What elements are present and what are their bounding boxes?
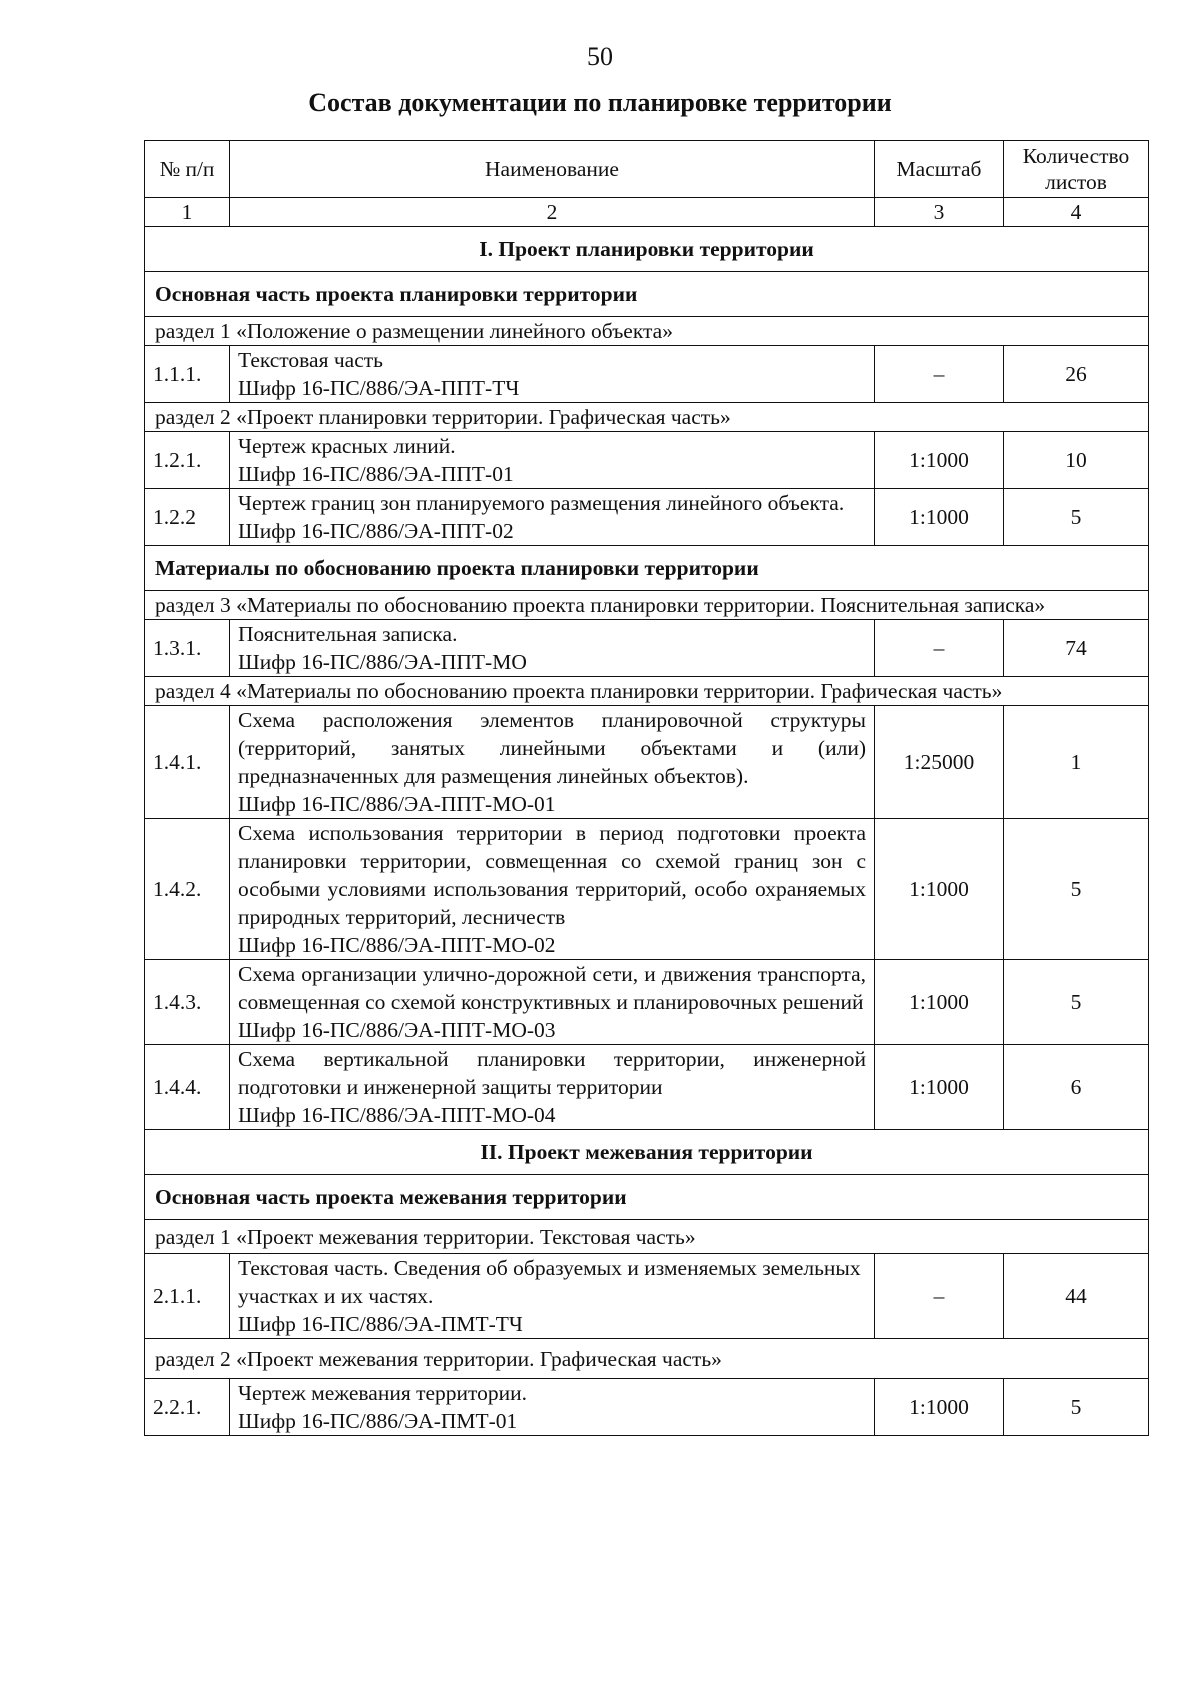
- item-code: Шифр 16-ПС/886/ЭА-ППТ-ТЧ: [238, 376, 520, 400]
- item-scale: –: [875, 620, 1004, 677]
- item-scale: –: [875, 346, 1004, 403]
- table-row: [145, 960, 1149, 1045]
- item-number: 1.4.2.: [145, 819, 230, 960]
- item-scale: 1:1000: [875, 1045, 1004, 1130]
- item-sheets: 5: [1004, 819, 1149, 960]
- table-row: [145, 706, 1149, 819]
- section-row: [145, 403, 1149, 432]
- item-number: 1.4.4.: [145, 1045, 230, 1130]
- header-scale: Масштаб: [875, 141, 1004, 198]
- item-name: [230, 960, 875, 1045]
- subpart-heading-row: [145, 272, 1149, 317]
- item-title: Схема использования территории в период подготовки проекта планировки территории, совмещенная со схемой границ зон с особыми условиями использования территорий, особо охраняемых природных территорий, лесничеств: [238, 821, 866, 929]
- section-label: раздел 1 «Положение о размещении линейного объекта»: [145, 317, 1149, 346]
- table-header-row: [145, 141, 1149, 198]
- item-code: Шифр 16-ПС/886/ЭА-ППТ-01: [238, 462, 514, 486]
- table-row: [145, 432, 1149, 489]
- subpart-heading: Основная часть проекта межевания территории: [145, 1175, 1149, 1220]
- part-heading-row: [145, 227, 1149, 272]
- subpart-heading: Основная часть проекта планировки территории: [145, 272, 1149, 317]
- item-scale: 1:1000: [875, 1379, 1004, 1436]
- item-code: Шифр 16-ПС/886/ЭА-ПМТ-ТЧ: [238, 1312, 523, 1336]
- header-num: № п/п: [145, 141, 230, 198]
- item-sheets: 1: [1004, 706, 1149, 819]
- item-name: [230, 819, 875, 960]
- item-number: 1.1.1.: [145, 346, 230, 403]
- item-scale: 1:1000: [875, 819, 1004, 960]
- section-label: раздел 2 «Проект межевания территории. Графическая часть»: [145, 1339, 1149, 1379]
- item-title: Текстовая часть: [238, 348, 383, 372]
- item-name: [230, 1254, 875, 1339]
- table-row: [145, 1379, 1149, 1436]
- item-sheets: 74: [1004, 620, 1149, 677]
- table-row: [145, 346, 1149, 403]
- header-name: Наименование: [230, 141, 875, 198]
- item-number: 1.2.2: [145, 489, 230, 546]
- item-sheets: 5: [1004, 489, 1149, 546]
- item-sheets: 5: [1004, 1379, 1149, 1436]
- part-heading: II. Проект межевания территории: [145, 1130, 1149, 1175]
- column-index-row: [145, 198, 1149, 227]
- item-title: Схема расположения элементов планировочной структуры (территорий, занятых линейными объектами и (или) предназначенных для размещения линейных объектов).: [238, 708, 866, 788]
- item-code: Шифр 16-ПС/886/ЭА-ППТ-МО: [238, 650, 527, 674]
- part-heading: I. Проект планировки территории: [145, 227, 1149, 272]
- column-index: 2: [230, 198, 875, 227]
- section-row: [145, 1220, 1149, 1254]
- column-index: 1: [145, 198, 230, 227]
- item-sheets: 5: [1004, 960, 1149, 1045]
- section-row: [145, 317, 1149, 346]
- table-row: [145, 1254, 1149, 1339]
- section-label: раздел 3 «Материалы по обоснованию проекта планировки территории. Пояснительная записка»: [145, 591, 1149, 620]
- table-row: [145, 489, 1149, 546]
- subpart-heading-row: [145, 1175, 1149, 1220]
- subpart-heading-row: [145, 546, 1149, 591]
- item-title: Схема организации улично-дорожной сети, и движения транспорта, совмещенная со схемой конструктивных и планировочных решений: [238, 962, 866, 1014]
- subpart-heading: Материалы по обоснованию проекта планировки территории: [145, 546, 1149, 591]
- section-row: [145, 591, 1149, 620]
- table-row: [145, 819, 1149, 960]
- item-number: 1.4.3.: [145, 960, 230, 1045]
- documentation-table: [144, 140, 1149, 1436]
- header-sheets: Количество листов: [1004, 141, 1149, 198]
- item-scale: 1:1000: [875, 489, 1004, 546]
- item-code: Шифр 16-ПС/886/ЭА-ППТ-02: [238, 519, 514, 543]
- page-number: 50: [587, 42, 613, 71]
- item-title: Пояснительная записка.: [238, 622, 458, 646]
- item-sheets: 6: [1004, 1045, 1149, 1130]
- item-scale: 1:25000: [875, 706, 1004, 819]
- item-scale: 1:1000: [875, 960, 1004, 1045]
- item-title: Чертеж межевания территории.: [238, 1381, 528, 1405]
- document-title: Состав документации по планировке территории: [308, 88, 892, 117]
- item-number: 1.3.1.: [145, 620, 230, 677]
- column-index: 3: [875, 198, 1004, 227]
- item-title: Схема вертикальной планировки территории, инженерной подготовки и инженерной защиты территории: [238, 1047, 866, 1099]
- item-number: 1.4.1.: [145, 706, 230, 819]
- item-name: [230, 1045, 875, 1130]
- item-sheets: 26: [1004, 346, 1149, 403]
- item-name: [230, 706, 875, 819]
- item-name: [230, 620, 875, 677]
- item-code: Шифр 16-ПС/886/ЭА-ППТ-МО-03: [238, 1018, 556, 1042]
- item-name: [230, 432, 875, 489]
- item-number: 2.2.1.: [145, 1379, 230, 1436]
- item-sheets: 10: [1004, 432, 1149, 489]
- item-code: Шифр 16-ПС/886/ЭА-ПМТ-01: [238, 1409, 518, 1433]
- item-number: 2.1.1.: [145, 1254, 230, 1339]
- item-title: Текстовая часть. Сведения об образуемых и изменяемых земельных участках и их частях.: [238, 1256, 861, 1308]
- table-row: [145, 620, 1149, 677]
- item-name: [230, 346, 875, 403]
- item-sheets: 44: [1004, 1254, 1149, 1339]
- item-scale: 1:1000: [875, 432, 1004, 489]
- section-row: [145, 1339, 1149, 1379]
- item-code: Шифр 16-ПС/886/ЭА-ППТ-МО-01: [238, 792, 556, 816]
- section-row: [145, 677, 1149, 706]
- section-label: раздел 1 «Проект межевания территории. Текстовая часть»: [145, 1220, 1149, 1254]
- item-title: Чертеж границ зон планируемого размещения линейного объекта.: [238, 491, 845, 515]
- item-scale: –: [875, 1254, 1004, 1339]
- section-label: раздел 4 «Материалы по обоснованию проекта планировки территории. Графическая часть»: [145, 677, 1149, 706]
- column-index: 4: [1004, 198, 1149, 227]
- item-code: Шифр 16-ПС/886/ЭА-ППТ-МО-02: [238, 933, 556, 957]
- item-name: [230, 489, 875, 546]
- item-number: 1.2.1.: [145, 432, 230, 489]
- item-title: Чертеж красных линий.: [238, 434, 456, 458]
- item-code: Шифр 16-ПС/886/ЭА-ППТ-МО-04: [238, 1103, 556, 1127]
- item-name: [230, 1379, 875, 1436]
- section-label: раздел 2 «Проект планировки территории. Графическая часть»: [145, 403, 1149, 432]
- table-row: [145, 1045, 1149, 1130]
- part-heading-row: [145, 1130, 1149, 1175]
